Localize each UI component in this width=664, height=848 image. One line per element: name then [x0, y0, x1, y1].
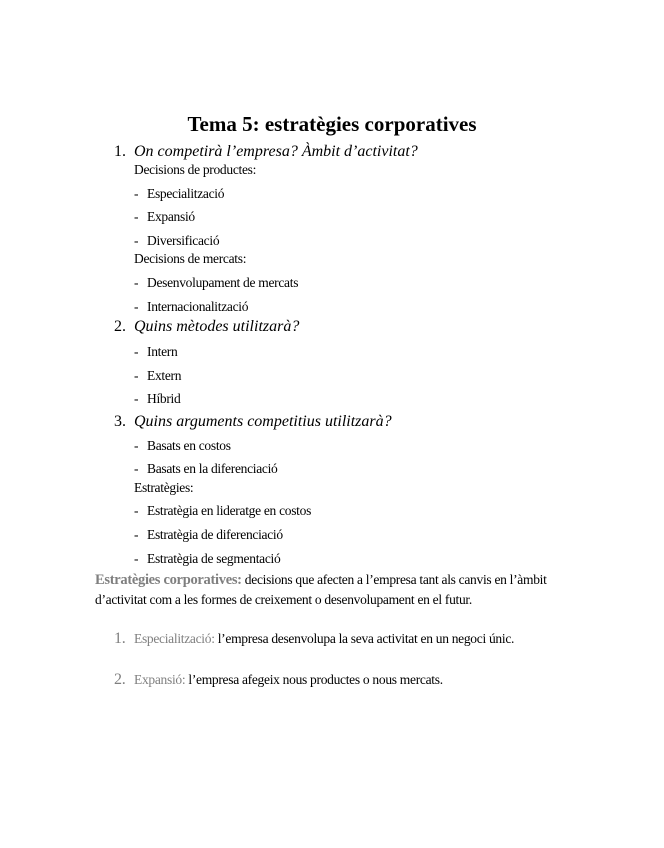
- list-item: - Basats en costos: [134, 438, 231, 453]
- list-item: - Extern: [134, 368, 182, 383]
- question-number: 1.: [114, 143, 126, 160]
- list-item: - Expansió: [134, 209, 195, 224]
- list-item: [114, 629, 574, 648]
- list-text: l’empresa desenvolupa la seva activitat en un negoci únic.: [217, 631, 515, 646]
- question-number: 3.: [114, 413, 126, 430]
- list-item: - Desenvolupament de mercats: [134, 275, 299, 290]
- list-term: Especialització:: [134, 631, 215, 646]
- subheading-markets: Decisions de mercats:: [134, 251, 247, 266]
- list-item: - Híbrid: [134, 391, 181, 406]
- definition-term: Estratègies corporatives:: [95, 572, 242, 588]
- question-text: Quins arguments competitius utilitzarà?: [134, 413, 392, 430]
- list-number: 2.: [114, 671, 126, 688]
- list-text: l’empresa afegeix nous productes o nous mercats.: [188, 672, 443, 687]
- subheading-products: Decisions de productes:: [134, 162, 257, 177]
- list-item: - Internacionalització: [134, 299, 249, 314]
- list-item: - Especialització: [134, 186, 225, 201]
- list-item: - Estratègia de diferenciació: [134, 527, 283, 542]
- page-title: Tema 5: estratègies corporatives: [187, 112, 477, 136]
- definition-paragraph: [95, 570, 565, 609]
- subheading-strategies: Estratègies:: [134, 480, 194, 495]
- list-item: - Intern: [134, 344, 178, 359]
- question-number: 2.: [114, 318, 126, 335]
- list-item: - Estratègia de segmentació: [134, 551, 281, 566]
- list-number: 1.: [114, 630, 126, 647]
- list-item: [114, 670, 574, 689]
- question-text: On competirà l’empresa? Àmbit d’activitat?: [134, 143, 418, 160]
- question-2: [114, 318, 299, 336]
- list-item: - Diversificació: [134, 233, 220, 248]
- list-item: - Estratègia en lideratge en costos: [134, 503, 312, 518]
- list-item: - Basats en la diferenciació: [134, 461, 278, 476]
- question-3: [114, 413, 392, 431]
- definition-text: decisions que afecten a l’empresa tant als canvis en l’àmbit d’activitat com a les formes de creixement o desenvolupament en el futur.: [95, 572, 547, 607]
- question-text: Quins mètodes utilitzarà?: [134, 318, 300, 335]
- question-1: [114, 143, 418, 161]
- list-term: Expansió:: [134, 672, 186, 687]
